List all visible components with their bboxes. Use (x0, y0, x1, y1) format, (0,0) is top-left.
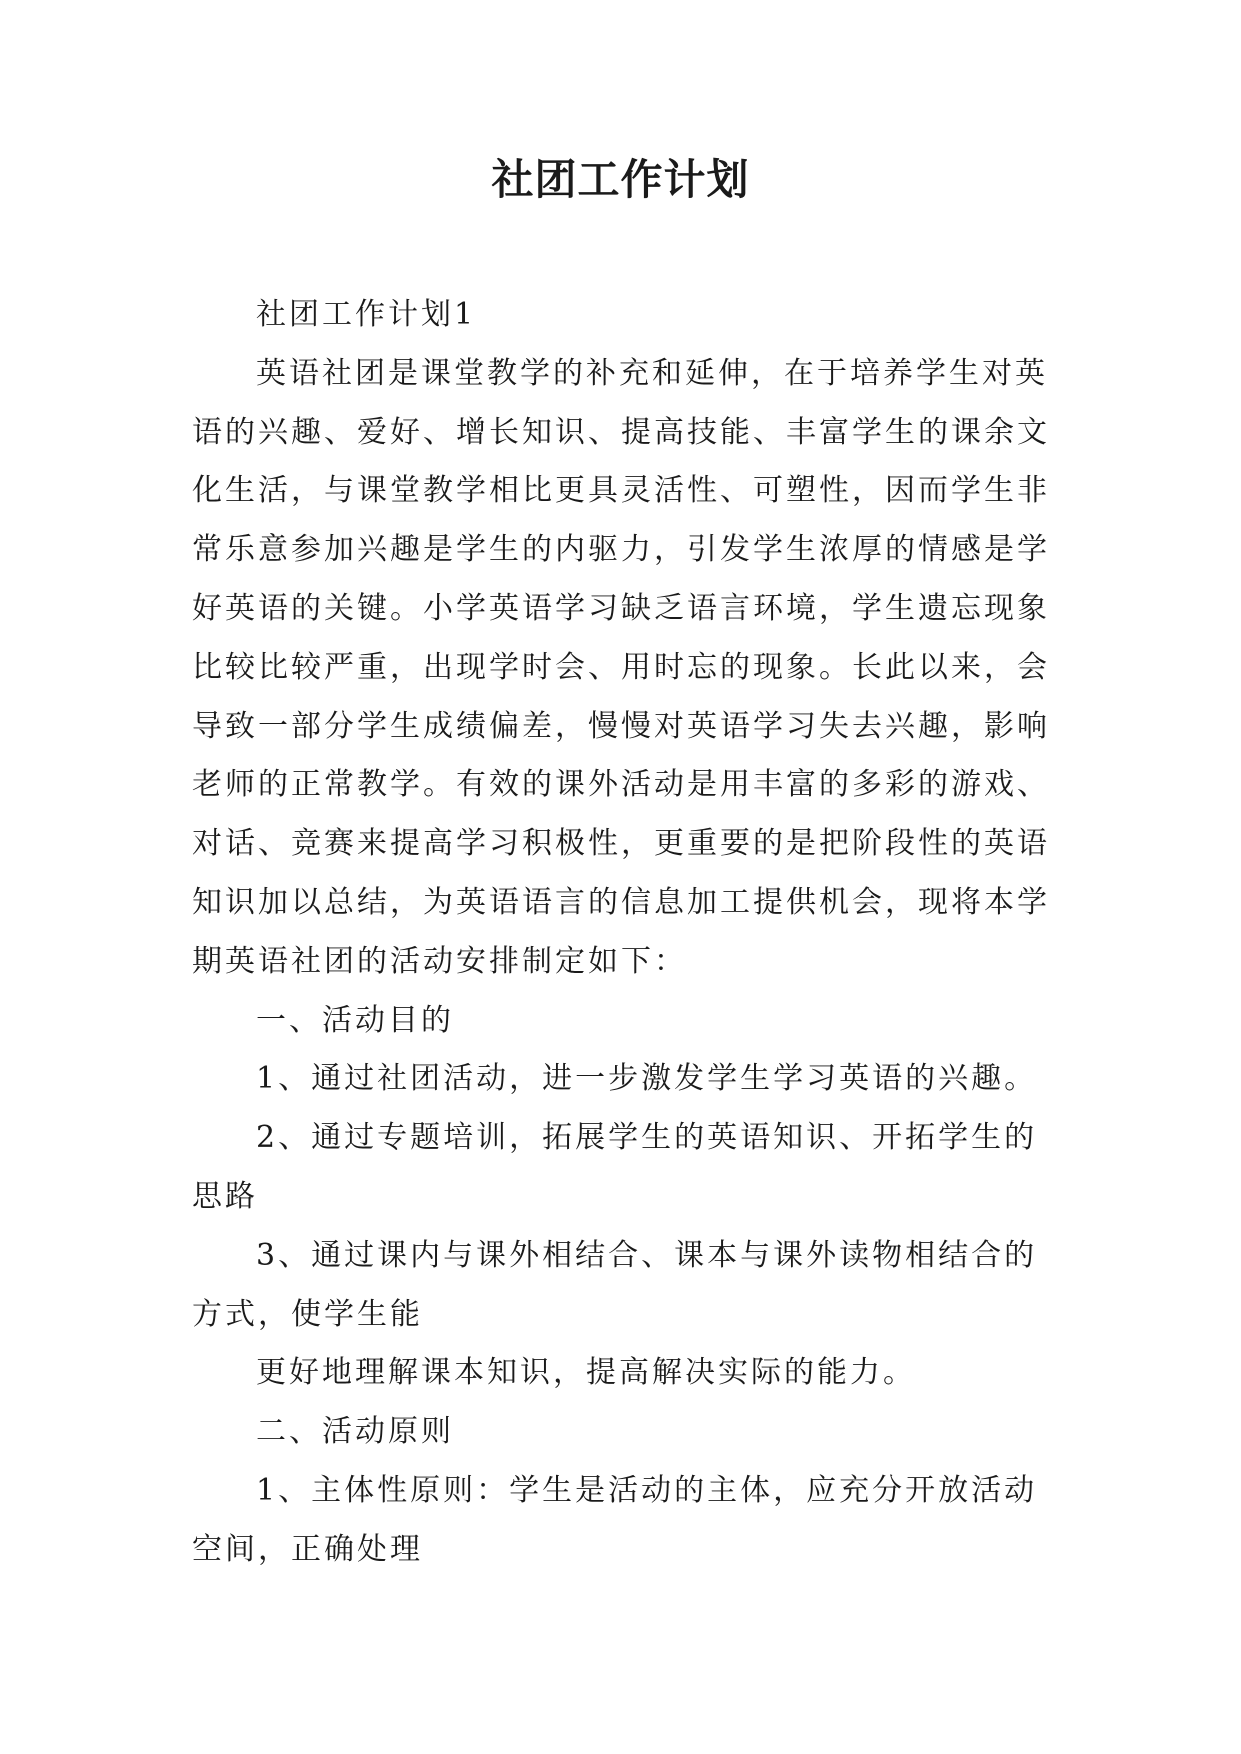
section-heading-plan-1: 社团工作计划1 (256, 297, 477, 332)
purpose-item-1: 1、通过社团活动，进一步激发学生学习英语的兴趣。 (256, 1061, 1038, 1097)
purpose-item-2: 2、通过专题培训，拓展学生的英语知识、开拓学生的思路 (192, 1120, 1038, 1214)
section-heading-principles: 二、活动原则 (256, 1414, 454, 1450)
section-heading-purpose: 一、活动目的 (256, 1002, 454, 1038)
intro-paragraph: 英语社团是课堂教学的补充和延伸，在于培养学生对英语的兴趣、爱好、增长知识、提高技能、丰富学生的课余文化生活，与课堂教学相比更具灵活性、可塑性，因而学生非常乐意参加兴趣是学生的内驱力，引发学生浓厚的情感是学好英语的关键。小学英语学习缺乏语言环境，学生遗忘现象比较比较严重，出现学时会、用时忘的现象。长此以来，会导致一部分学生成绩偏差，慢慢对英语学习失去兴趣，影响老师的正常教学。有效的课外活动是用丰富的多彩的游戏、对话、竞赛来提高学习积极性，更重要的是把阶段性的英语知识加以总结，为英语语言的信息加工提供机会，现将本学期英语社团的活动安排制定如下： (192, 355, 1050, 979)
purpose-item-3-continued: 更好地理解课本知识，提高解决实际的能力。 (256, 1355, 916, 1391)
purpose-item-3: 3、通过课内与课外相结合、课本与课外读物相结合的方式，使学生能 (192, 1237, 1038, 1332)
document-body (192, 286, 1052, 1580)
document-title: 社团工作计划 (491, 155, 750, 204)
principle-item-1: 1、主体性原则：学生是活动的主体，应充分开放活动空间，正确处理 (192, 1472, 1038, 1567)
